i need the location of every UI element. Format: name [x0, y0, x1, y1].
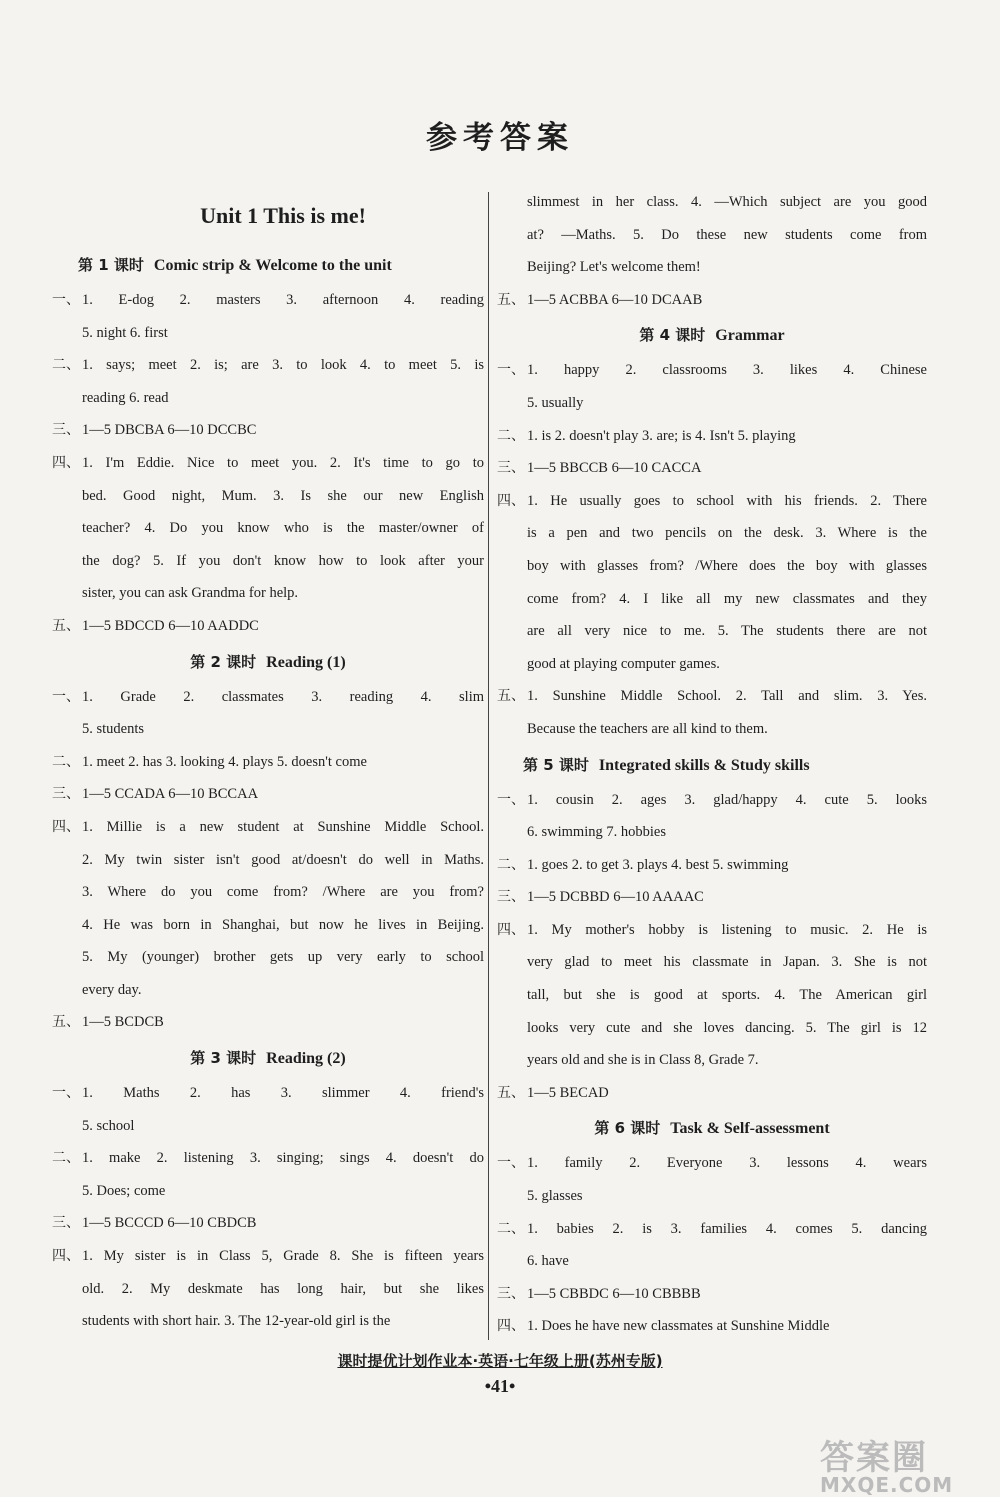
answer-text: every day. [82, 981, 142, 998]
answer-line [497, 420, 927, 453]
answer-text: 5. My (younger) brother gets up very early to school [82, 949, 484, 966]
section-marker: 一、 [52, 688, 80, 705]
answer-text: 1—5 CBBDC 6—10 CBBBB [527, 1285, 701, 1302]
footer [0, 1350, 1000, 1371]
lesson-number: 第 3 课时 [190, 1049, 257, 1068]
answer-line [497, 354, 927, 387]
lesson-name: Comic strip & Welcome to the unit [153, 257, 392, 274]
column-divider [488, 192, 489, 1340]
page-title: 参考答案 [426, 120, 574, 156]
answer-continuation [497, 1180, 927, 1213]
answer-text: 5. school [82, 1117, 135, 1134]
section-marker: 三、 [52, 1215, 80, 1232]
answer-line [52, 1207, 484, 1240]
answer-line [497, 1213, 927, 1246]
section-marker: 三、 [52, 422, 80, 439]
answer-continuation [52, 844, 484, 877]
answer-line [52, 811, 484, 844]
lesson-number: 第 1 课时 [78, 256, 144, 274]
lesson-number: 第 4 课时 [639, 326, 706, 345]
answer-text: boy with glasses from? /Where does the boy with glasses [527, 557, 927, 574]
answer-text: 1. I'm Eddie. Nice to meet you. 2. It's time to go to [82, 454, 484, 471]
answer-continuation [497, 186, 927, 219]
section-marker: 三、 [52, 786, 80, 803]
answer-continuation [52, 1273, 484, 1306]
unit-title: Unit 1 This is me! [200, 203, 366, 228]
answer-continuation [497, 1245, 927, 1278]
section-marker: 五、 [497, 688, 525, 705]
answer-line [52, 681, 484, 714]
section-marker: 五、 [52, 617, 80, 634]
answer-text: 5. usually [527, 394, 584, 411]
answer-text: 1—5 BBCCB 6—10 CACCA [527, 460, 702, 477]
answer-text: 5. night 6. first [82, 324, 168, 341]
lesson-name: Grammar [715, 327, 785, 345]
section-marker: 四、 [52, 1248, 80, 1265]
answer-text: 1. Does he have new classmates at Sunshine Middle [527, 1318, 830, 1335]
answer-text: 1. My mother's hobby is listening to music. 2. He is [527, 921, 927, 938]
answer-text: 1—5 BCCCD 6—10 CBDCB [82, 1215, 257, 1232]
answer-text: 1. is 2. doesn't play 3. are; is 4. Isn't 5. playing [527, 427, 796, 444]
answer-line [497, 485, 927, 518]
section-marker: 二、 [497, 427, 525, 444]
answer-text: 1. meet 2. has 3. looking 4. plays 5. doesn't come [82, 753, 367, 770]
section-marker: 四、 [497, 921, 525, 938]
section-marker: 四、 [497, 492, 525, 509]
answer-continuation [497, 387, 927, 420]
section-marker: 一、 [52, 292, 80, 308]
answer-text: 1—5 CCADA 6—10 BCCAA [82, 786, 259, 803]
section-marker: 三、 [497, 1285, 525, 1302]
section-marker: 二、 [52, 357, 80, 374]
answer-text: looks very cute and she loves dancing. 5. The girl is 12 [527, 1019, 927, 1036]
answer-line [52, 1006, 484, 1039]
answer-continuation [52, 713, 484, 746]
answer-text: the dog? 5. If you don't know how to look after your [82, 552, 484, 569]
answer-continuation [497, 219, 927, 252]
answer-continuation [52, 1175, 484, 1208]
answer-text: 1. Sunshine Middle School. 2. Tall and slim. 3. Yes. [527, 688, 927, 705]
answer-continuation [497, 946, 927, 979]
lesson-number: 第 2 课时 [190, 652, 257, 671]
answer-line [52, 284, 484, 317]
answer-continuation [52, 941, 484, 974]
answer-text: 1—5 BDCCD 6—10 AADDC [82, 617, 259, 634]
answer-text: Beijing? Let's welcome them! [527, 259, 701, 276]
answer-line [52, 414, 484, 447]
answer-continuation [497, 1044, 927, 1077]
answer-line [497, 1077, 927, 1110]
lesson-title [497, 746, 927, 784]
watermark-logo: 答案圈 MXQE.COM [820, 1438, 954, 1497]
answer-text: 1. says; meet 2. is; are 3. to look 4. to meet 5. is [82, 357, 484, 374]
answer-text: 1—5 DCBBD 6—10 AAAAC [527, 889, 704, 906]
answer-continuation [497, 550, 927, 583]
lesson-name: Task & Self-assessment [670, 1120, 830, 1138]
section-marker: 一、 [52, 1085, 80, 1102]
section-marker: 四、 [52, 818, 80, 835]
section-marker: 一、 [497, 1155, 525, 1172]
answer-text: teacher? 4. Do you know who is the master/owner of [82, 520, 484, 537]
answer-text: 3. Where do you come from? /Where are you from? [82, 884, 484, 901]
lesson-name: Reading (1) [266, 653, 346, 671]
answer-continuation [497, 1012, 927, 1045]
answer-continuation [497, 251, 927, 284]
answer-text: 5. Does; come [82, 1182, 166, 1199]
answer-line [52, 610, 484, 643]
answer-text: slimmest in her class. 4. —Which subject are you good [527, 194, 927, 210]
answer-text: 1. My sister is in Class 5, Grade 8. She is fifteen years [82, 1248, 484, 1265]
answer-line [52, 1142, 484, 1175]
section-marker: 一、 [497, 791, 525, 808]
answer-line [497, 680, 927, 713]
answer-text: 1. Maths 2. has 3. slimmer 4. friend's [82, 1085, 484, 1102]
answer-text: 1. babies 2. is 3. families 4. comes 5. dancing [527, 1220, 927, 1237]
answer-text: 6. swimming 7. hobbies [527, 824, 666, 841]
answer-continuation [52, 876, 484, 909]
answer-continuation [497, 979, 927, 1012]
answer-text: 2. My twin sister isn't good at/doesn't do well in Maths. [82, 851, 484, 868]
answer-line [52, 1240, 484, 1273]
lesson-name: Reading (2) [266, 1050, 346, 1068]
right-column [497, 186, 927, 1343]
answer-line [497, 284, 927, 317]
answer-line [497, 849, 927, 882]
answer-text: sister, you can ask Grandma for help. [82, 585, 299, 602]
answer-line [497, 1310, 927, 1343]
section-marker: 三、 [497, 460, 525, 477]
answer-line [52, 778, 484, 811]
answer-continuation [497, 583, 927, 616]
left-column [52, 198, 484, 1338]
answer-continuation [497, 713, 927, 746]
answer-continuation [52, 974, 484, 1007]
answer-text: 1. make 2. listening 3. singing; sings 4. doesn't do [82, 1150, 484, 1167]
answer-text: 5. glasses [527, 1188, 583, 1205]
answer-text: Because the teachers are all kind to them. [527, 720, 768, 737]
lesson-number: 第 6 课时 [594, 1119, 661, 1138]
answer-line [497, 784, 927, 817]
answer-text: 1. Millie is a new student at Sunshine Middle School. [82, 818, 484, 835]
answer-continuation [497, 648, 927, 681]
answer-text: 1. He usually goes to school with his friends. 2. There [527, 492, 927, 509]
answer-line [497, 914, 927, 947]
footer-title: 课时提优计划作业本·英语·七年级上册(苏州专版) [337, 1352, 663, 1370]
answer-continuation [52, 909, 484, 942]
section-marker: 五、 [52, 1014, 80, 1031]
section-marker: 二、 [52, 1150, 80, 1167]
section-marker: 四、 [497, 1318, 525, 1335]
answer-text: 1. E-dog 2. masters 3. afternoon 4. reading [82, 292, 484, 308]
answer-line [497, 452, 927, 485]
answer-text: 1. goes 2. to get 3. plays 4. best 5. swimming [527, 856, 789, 873]
lesson-title [52, 1039, 484, 1077]
lesson-number: 第 5 课时 [523, 755, 589, 774]
answer-text: come from? 4. I like all my new classmates and they [527, 590, 927, 607]
section-marker: 二、 [497, 856, 525, 873]
answer-continuation [497, 816, 927, 849]
answer-continuation [52, 480, 484, 513]
answer-line [52, 1077, 484, 1110]
answer-text: is a pen and two pencils on the desk. 3. Where is the [527, 525, 927, 542]
section-marker: 四、 [52, 454, 80, 471]
answer-line [52, 349, 484, 382]
answer-continuation [52, 545, 484, 578]
answer-text: 1. cousin 2. ages 3. glad/happy 4. cute 5. looks [527, 791, 927, 808]
section-marker: 五、 [497, 1084, 525, 1101]
answer-text: bed. Good night, Mum. 3. Is she our new English [82, 487, 484, 504]
answer-line [52, 746, 484, 779]
answer-continuation [52, 1110, 484, 1143]
answer-text: good at playing computer games. [527, 655, 720, 672]
section-marker: 三、 [497, 889, 525, 906]
section-marker: 一、 [497, 362, 525, 379]
answer-text: at? —Maths. 5. Do these new students come from [527, 226, 927, 243]
answer-text: 1—5 DBCBA 6—10 DCCBC [82, 422, 257, 439]
answer-line [497, 881, 927, 914]
answer-text: 1. family 2. Everyone 3. lessons 4. wears [527, 1155, 927, 1172]
answer-text: 6. have [527, 1253, 569, 1270]
answer-continuation [497, 615, 927, 648]
lesson-title [52, 643, 484, 681]
answer-continuation [497, 517, 927, 550]
answer-text: 1—5 BCDCB [82, 1014, 164, 1031]
answer-line [497, 1278, 927, 1311]
answer-text: very glad to meet his classmate in Japan. 3. She is not [527, 954, 927, 971]
answer-continuation [52, 577, 484, 610]
answer-text: reading 6. read [82, 389, 169, 406]
answer-text: 1. happy 2. classrooms 3. likes 4. Chinese [527, 362, 927, 379]
lesson-title [497, 316, 927, 354]
answer-text: are all very nice to me. 5. The students there are not [527, 623, 927, 640]
answer-text: 1—5 ACBBA 6—10 DCAAB [527, 291, 703, 308]
page-number: •41• [484, 1376, 516, 1396]
section-marker: 二、 [497, 1220, 525, 1237]
answer-text: years old and she is in Class 8, Grade 7. [527, 1052, 759, 1069]
answer-text: 1. Grade 2. classmates 3. reading 4. slim [82, 688, 484, 705]
answer-text: old. 2. My deskmate has long hair, but she likes [82, 1280, 484, 1297]
answer-line [497, 1147, 927, 1180]
answer-continuation [52, 382, 484, 415]
lesson-title [52, 246, 484, 284]
answer-text: students with short hair. 3. The 12-year-old girl is the [82, 1313, 391, 1330]
section-marker: 五、 [497, 291, 525, 308]
answer-continuation [52, 512, 484, 545]
lesson-title [497, 1109, 927, 1147]
answer-text: 4. He was born in Shanghai, but now he lives in Beijing. [82, 916, 484, 933]
answer-continuation [52, 317, 484, 350]
section-marker: 二、 [52, 753, 80, 770]
answer-continuation [52, 1305, 484, 1338]
answer-text: 5. students [82, 721, 145, 738]
answer-text: tall, but she is good at sports. 4. The American girl [527, 987, 927, 1004]
answer-line [52, 447, 484, 480]
answer-text: 1—5 BECAD [527, 1084, 609, 1101]
lesson-name: Integrated skills & Study skills [598, 756, 810, 774]
